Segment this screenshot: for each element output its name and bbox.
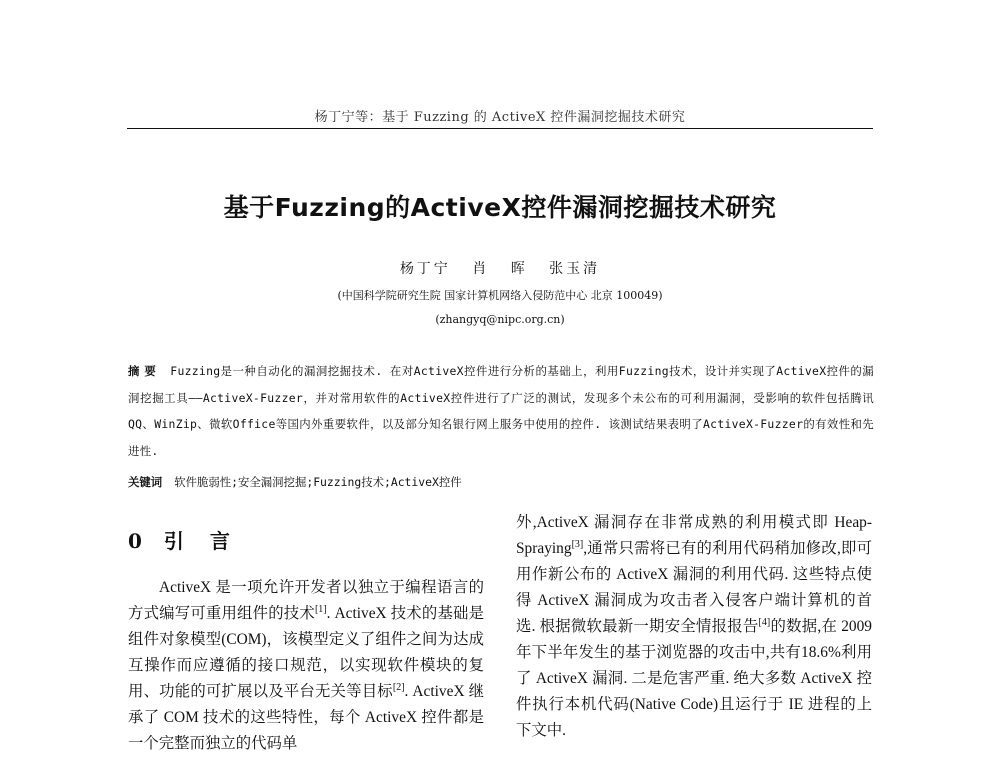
- running-head: 杨丁宁等：基于 Fuzzing 的 ActiveX 控件漏洞挖掘技术研究: [314, 110, 686, 125]
- keywords-text: 软件脆弱性;安全漏洞挖掘;Fuzzing技术;ActiveX控件: [174, 475, 462, 489]
- abstract-label: 摘 要: [128, 364, 157, 378]
- keywords: [128, 474, 874, 490]
- paper-affiliation: (中国科学院研究生院 国家计算机网络入侵防范中心 北京 100049): [337, 289, 663, 302]
- body-column-left: [128, 575, 484, 757]
- body-right-text-1: 外,ActiveX 漏洞存在非常成熟的利用模式即 Heap-Spraying: [516, 514, 872, 557]
- body-right-text-3: 的数据,在 2009 年下半年发生的基于浏览器的攻击中,共有18.6%利用了 ActiveX 漏洞. 二是危害严重. 绝大多数 ActiveX 控件执行本机代码(Native Code)且运行于 IE 进程的上下文中.: [516, 618, 872, 739]
- body-left-text-1: ActiveX 是一项允许开发者以独立于编程语言的方式编写可重用组件的技术: [128, 579, 484, 622]
- body-left-text-2: . ActiveX 技术的基础是组件对象模型(COM)，该模型定义了组件之间为达成互操作而应遵循的接口规范，以实现软件模块的复用、功能的可扩展以及平台无关等目标: [128, 605, 484, 700]
- citation-1: [1]: [314, 603, 327, 615]
- header-rule: [127, 128, 873, 129]
- keywords-label: 关键词: [128, 475, 163, 489]
- section-heading: [128, 525, 256, 554]
- body-left-text-3: . ActiveX 继承了 COM 技术的这些特性，每个 ActiveX 控件都是一个完整而独立的代码单: [128, 683, 484, 752]
- citation-3: [3]: [571, 538, 584, 550]
- paper-authors: 杨丁宁 肖 晖 张玉清: [399, 261, 601, 277]
- abstract-text: Fuzzing是一种自动化的漏洞挖掘技术. 在对ActiveX控件进行分析的基础上，利用Fuzzing技术，设计并实现了ActiveX控件的漏洞挖掘工具——ActiveX-Fuzzer，并对常用软件的ActiveX控件进行了广泛的测试，发现多个未公布的可利用漏洞，受影响的软件包括腾讯QQ、WinZip、微软Office等国内外重要软件，以及部分知名银行网上服务中使用的控件. 该测试结果表明了ActiveX-Fuzzer的有效性和先进性.: [128, 364, 874, 458]
- body-column-right: [516, 510, 872, 744]
- paper-title: 基于Fuzzing的ActiveX控件漏洞挖掘技术研究: [223, 193, 777, 222]
- citation-4: [4]: [758, 616, 771, 628]
- body-right-text-2: ,通常只需将已有的利用代码稍加修改,即可用作新公布的 ActiveX 漏洞的利用代码. 这些特点使得 ActiveX 漏洞成为攻击者入侵客户端计算机的首选. 根据微软最新一期安全情报报告: [516, 540, 872, 635]
- section-number: 0: [128, 529, 144, 553]
- abstract: [128, 358, 874, 464]
- section-title: 引言: [163, 529, 256, 553]
- citation-2: [2]: [392, 681, 405, 693]
- paper-email: (zhangyq@nipc.org.cn): [435, 313, 565, 326]
